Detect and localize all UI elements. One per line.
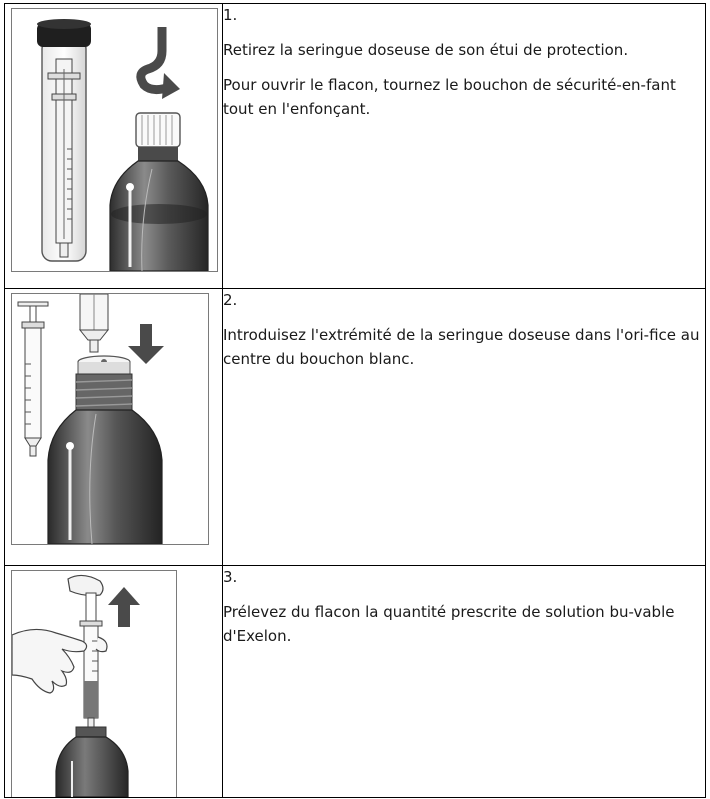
step-2-number: 2. (223, 291, 238, 309)
fingers-icon (68, 575, 103, 595)
down-arrow-icon (128, 324, 164, 364)
step-row-2 (5, 289, 706, 566)
step-3-illustration (11, 570, 177, 797)
step-row-1 (5, 4, 706, 289)
step-3-number: 3. (223, 568, 238, 586)
twist-arrow-icon (141, 11, 180, 99)
step-1-illustration (11, 8, 218, 272)
step-3-paragraph-1: Prélevez du flacon la quantité prescrite de solution bu-vable d'Exelon. (223, 603, 675, 645)
step-row-3 (5, 566, 706, 798)
step-1-image-cell (5, 4, 223, 289)
step-1-paragraph-2: Pour ouvrir le flacon, tournez le bouchon de sécurité-en-fant tout en l'enfonçant. (223, 76, 676, 118)
step-1-paragraph-1: Retirez la seringue doseuse de son étui de protection. (223, 41, 629, 59)
protective-case-icon (37, 19, 91, 261)
step-1-text-cell (223, 4, 706, 289)
syringe-tip-icon (80, 294, 108, 352)
step-3-image-cell (5, 566, 223, 798)
medicine-bottle-icon (48, 356, 162, 544)
syringe-icon (18, 302, 48, 456)
step-2-image-cell (5, 289, 223, 566)
draw-solution-illustration (12, 571, 176, 797)
instructions-table (4, 3, 706, 798)
insert-syringe-illustration (12, 294, 208, 544)
step-2-text-cell (223, 289, 706, 566)
step-3-text-cell (223, 566, 706, 798)
medicine-bottle-icon (110, 113, 208, 271)
step-2-paragraph-1: Introduisez l'extrémité de la seringue doseuse dans l'ori-fice au centre du bouchon blanc. (223, 326, 700, 368)
step-2-illustration (11, 293, 209, 545)
up-arrow-icon (108, 587, 140, 627)
syringe-in-case-and-bottle-illustration (12, 9, 217, 271)
syringe-icon (80, 593, 102, 730)
step-1-number: 1. (223, 6, 238, 24)
medicine-bottle-icon (56, 727, 128, 797)
